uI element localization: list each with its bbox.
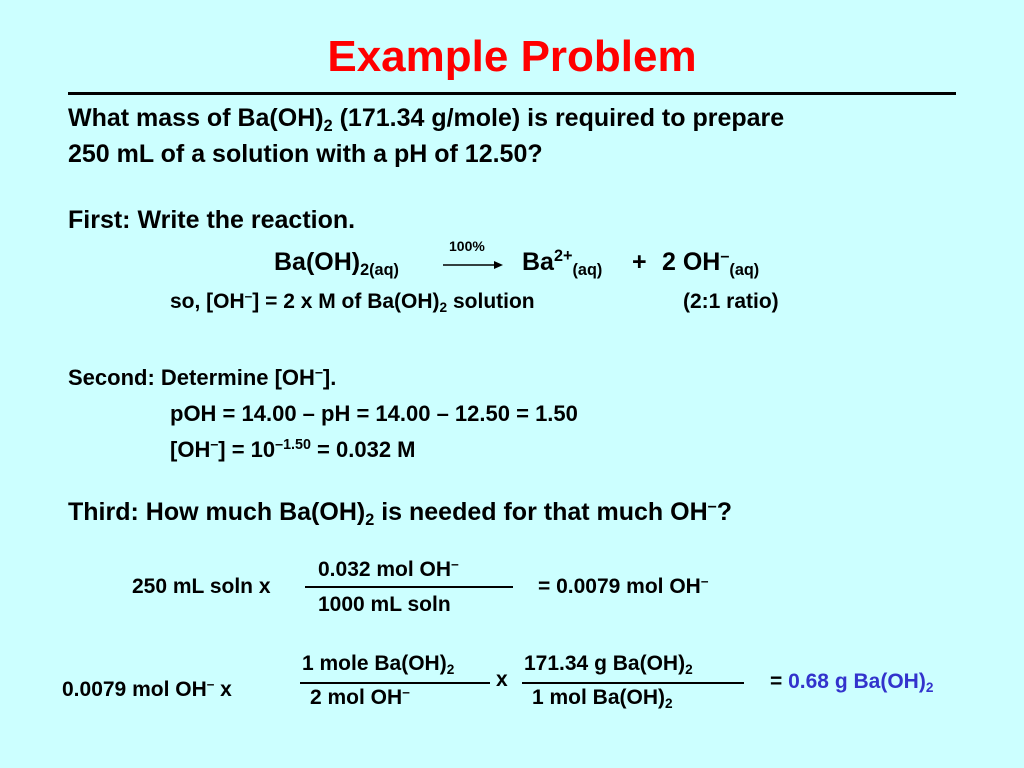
oh-concentration — [170, 437, 416, 463]
text: 1 mol Ba(OH) — [532, 686, 666, 709]
product-barium — [522, 248, 602, 277]
arrow-label: 100% — [449, 238, 485, 254]
text: so, [OH — [170, 290, 245, 313]
calc2-denominator-1 — [310, 686, 410, 710]
text: 2 mol OH — [310, 686, 403, 709]
subscript: 2 — [323, 116, 333, 135]
text: Third: How much Ba(OH) — [68, 498, 366, 526]
subscript: 2 — [365, 510, 375, 529]
charge: – — [244, 288, 253, 304]
equals-sign: = — [770, 670, 783, 693]
text: = 0.032 M — [310, 437, 416, 462]
subscript: 2 — [665, 696, 673, 712]
text: Second: Determine [OH — [68, 365, 315, 390]
calc2-numerator-2 — [524, 652, 693, 676]
text: ] = 10 — [218, 437, 276, 462]
text: ]. — [322, 365, 337, 390]
final-answer — [788, 670, 934, 696]
state-subscript: (aq) — [572, 260, 603, 279]
text: = 0.0079 mol OH — [538, 575, 701, 598]
text: 0.68 g Ba(OH) — [788, 670, 926, 693]
calc2-fraction-bar-2 — [522, 682, 744, 684]
exponent: –1.50 — [275, 437, 311, 454]
plus-sign: + — [632, 248, 647, 276]
calc2-left — [62, 678, 232, 702]
times-sign: x — [496, 668, 508, 691]
text: x — [214, 678, 232, 701]
reactant — [274, 248, 399, 277]
state-subscript: 2(aq) — [360, 260, 399, 279]
text: ? — [716, 498, 732, 526]
charge: – — [707, 497, 717, 516]
first-heading: First: Write the reaction. — [68, 206, 356, 234]
formula: 2 OH — [662, 248, 721, 276]
poh-calculation: pOH = 14.00 – pH = 14.00 – 12.50 = 1.50 — [170, 401, 578, 426]
formula: Ba — [522, 248, 554, 276]
text: 0.0079 mol OH — [62, 678, 207, 701]
text: 0.032 mol OH — [318, 558, 452, 581]
third-heading — [68, 498, 732, 527]
text: 1 mole Ba(OH) — [302, 652, 447, 675]
calc1-left: 250 mL soln x — [132, 575, 271, 598]
question-line-1 — [68, 104, 784, 133]
text: solution — [447, 290, 535, 313]
subscript: 2 — [925, 680, 934, 696]
charge: – — [314, 365, 323, 382]
calc2-denominator-2 — [532, 686, 673, 710]
reaction-arrow-icon — [442, 259, 504, 271]
charge: – — [700, 573, 709, 589]
question-text: What mass of Ba(OH) — [68, 104, 324, 132]
subscript: 2 — [685, 662, 693, 678]
page-title: Example Problem — [327, 32, 697, 81]
charge: – — [210, 437, 219, 454]
subscript: 2 — [446, 662, 455, 678]
charge: – — [720, 247, 730, 266]
calc1-numerator — [318, 558, 459, 582]
charge: 2+ — [553, 247, 573, 266]
charge: – — [402, 684, 410, 700]
charge: – — [451, 556, 459, 572]
product-hydroxide — [662, 248, 759, 277]
text: ] = 2 x M of Ba(OH) — [252, 290, 440, 313]
question-text: (171.34 g/mole) is required to prepare — [332, 104, 785, 132]
calc2-numerator-1 — [302, 652, 454, 676]
calc2-fraction-bar-1 — [300, 682, 490, 684]
calc1-denominator: 1000 mL soln — [318, 593, 451, 616]
question-line-2: 250 mL of a solution with a pH of 12.50? — [68, 140, 543, 168]
calc1-result — [538, 575, 708, 599]
text: is needed for that much OH — [374, 498, 708, 526]
title-divider — [68, 92, 956, 95]
calc1-fraction-bar — [305, 586, 513, 588]
text: [OH — [170, 437, 211, 462]
so-relation — [170, 290, 535, 314]
calc2-result — [770, 670, 933, 694]
charge: – — [206, 676, 215, 692]
text: 171.34 g Ba(OH) — [524, 652, 686, 675]
formula: Ba(OH) — [274, 248, 361, 276]
second-heading — [68, 365, 336, 391]
subscript: 2 — [439, 300, 448, 316]
ratio-note: (2:1 ratio) — [683, 290, 779, 313]
state-subscript: (aq) — [729, 260, 760, 279]
